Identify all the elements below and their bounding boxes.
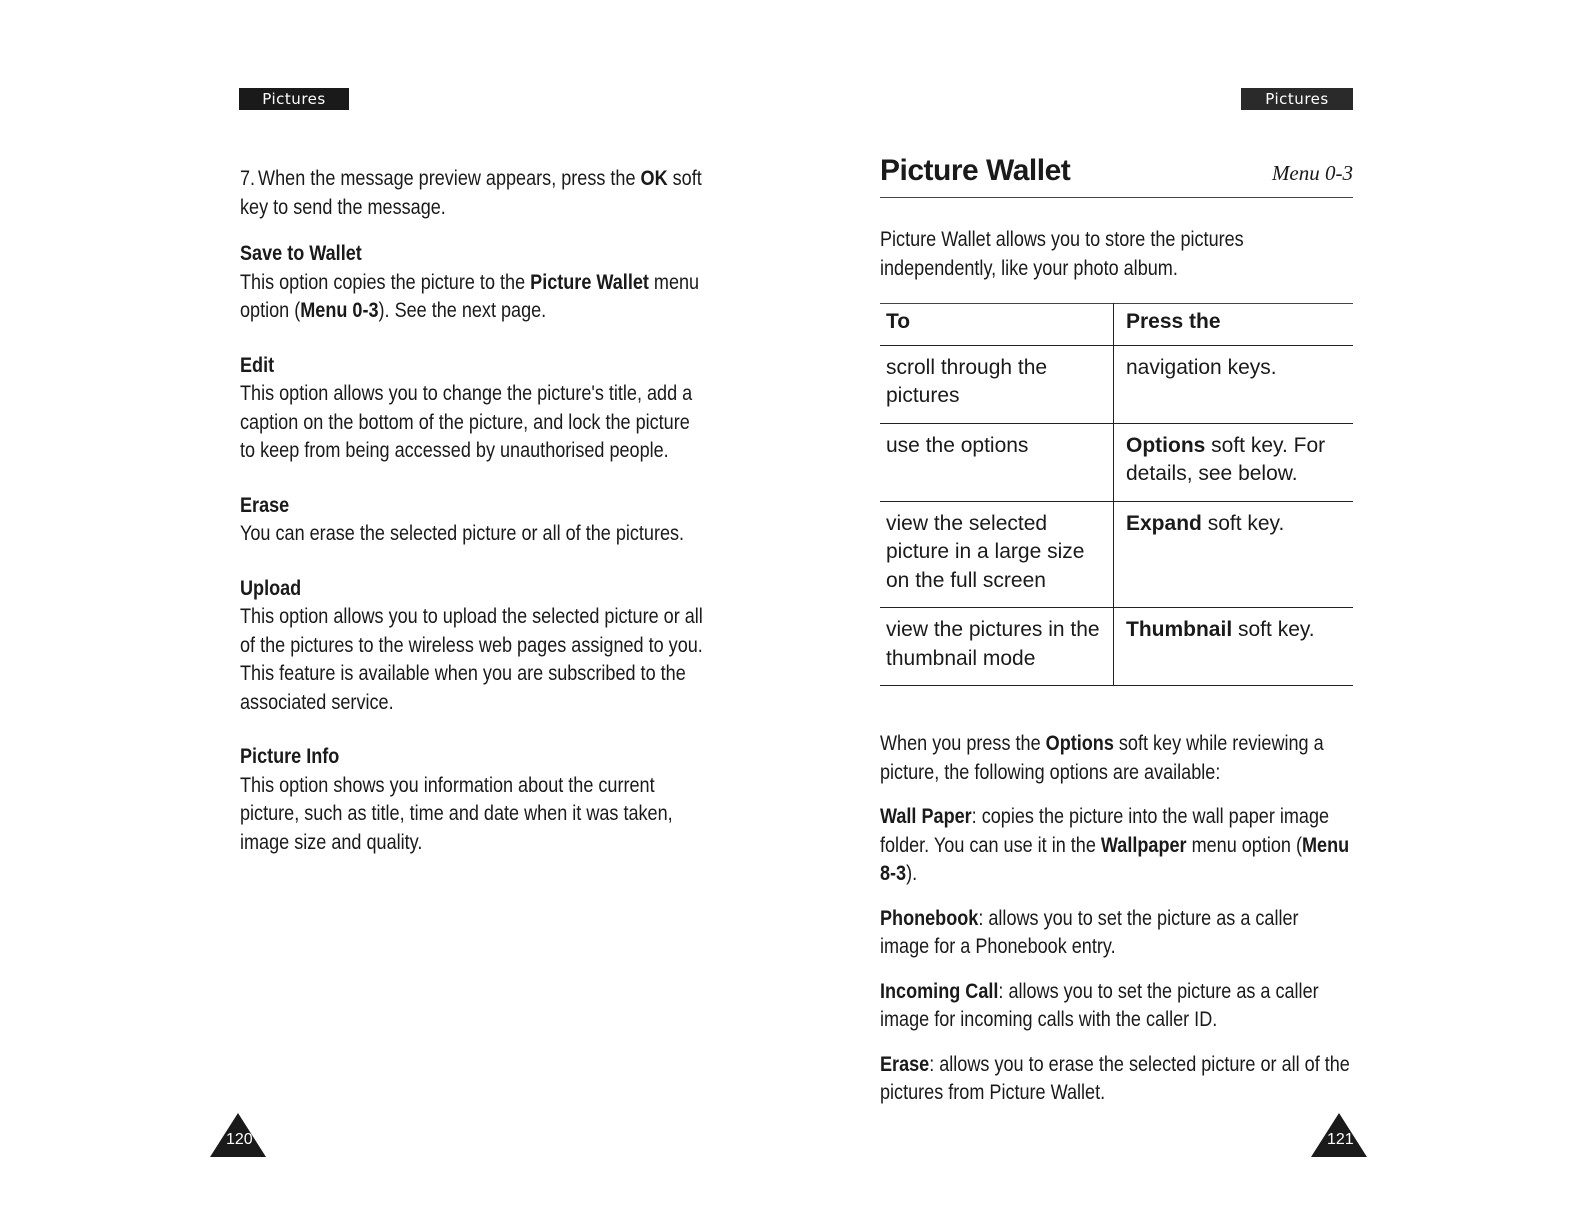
section-heading: Picture Info [240,745,340,768]
table-row [880,423,1353,501]
section-erase [240,492,709,549]
option-phonebook: Phonebook: allows you to set the picture as a caller image for a Phonebook entry. [880,906,1299,958]
section-heading: Edit [240,353,275,377]
option-incoming-call: Incoming Call: allows you to set the picture as a caller image for incoming calls with the caller ID. [880,979,1319,1031]
options-intro: When you press the Options soft key while reviewing a picture, the following options are available: [880,732,1324,784]
table-row [880,501,1353,608]
section-heading: Upload [240,576,302,600]
section-heading: Erase [240,493,290,517]
page-title: Picture Wallet [880,154,1071,187]
cell-to: view the pictures in the thumbnail mode [880,608,1114,686]
cell-to: view the selected picture in a large size on the full screen [880,501,1114,608]
table-row [880,345,1353,423]
cell-press: Expand soft key. [1114,501,1354,608]
intro-text: Picture Wallet allows you to store the pictures independently, like your photo album. [880,228,1244,280]
step-number: 7. [240,167,256,190]
section-body: This option allows you to upload the selected picture or all of the pictures to the wireless web pages assigned to you. This feature is available when you are subscribed to the associated service. [240,605,703,714]
option-erase: Erase: allows you to erase the selected picture or all of the pictures from Picture Wallet. [880,1052,1350,1104]
table-header-row [880,304,1353,346]
title-row [880,151,1353,198]
option-wall-paper: Wall Paper: copies the picture into the wall paper image folder. You can use it in the Wallpaper menu option (Menu 8-3). [880,805,1350,885]
right-page-content [880,151,1353,1124]
left-page-content [240,165,710,883]
page-number-left: 120 [226,1131,253,1148]
section-body: This option allows you to change the picture's title, add a caption on the bottom of the picture, and lock the picture to keep from being accessed by unauthorised people. [240,382,693,462]
cell-press: Thumbnail soft key. [1114,608,1354,686]
column-header-press: Press the [1114,304,1354,346]
ok-key: OK [640,167,668,190]
table-row [880,608,1353,686]
section-body: This option copies the picture to the Picture Wallet menu option (Menu 0-3). See the next page. [240,270,700,322]
menu-reference: Menu 0-3 [1271,161,1353,185]
section-save-to-wallet [240,240,709,326]
step-text-b: soft key to send the message. [240,167,702,219]
cell-to: use the options [880,423,1114,501]
section-picture-info [240,743,709,857]
page-number-right: 121 [1327,1131,1354,1148]
cell-press: navigation keys. [1114,345,1354,423]
step-7 [240,165,709,222]
section-tag-right: Pictures [1241,88,1353,110]
section-upload [240,575,709,718]
column-header-to: To [880,304,1114,346]
step-text-a: When the message preview appears, press the [258,167,641,190]
cell-press: Options soft key. For details, see below. [1114,423,1354,501]
section-tag-left: Pictures [239,88,349,110]
section-body: You can erase the selected picture or all of the pictures. [240,522,685,545]
section-edit [240,352,709,466]
key-table [880,303,1353,686]
section-heading: Save to Wallet [240,242,362,265]
section-body: This option shows you information about the current picture, such as title, time and date when it was taken, image size and quality. [240,773,673,854]
cell-to: scroll through the pictures [880,345,1114,423]
